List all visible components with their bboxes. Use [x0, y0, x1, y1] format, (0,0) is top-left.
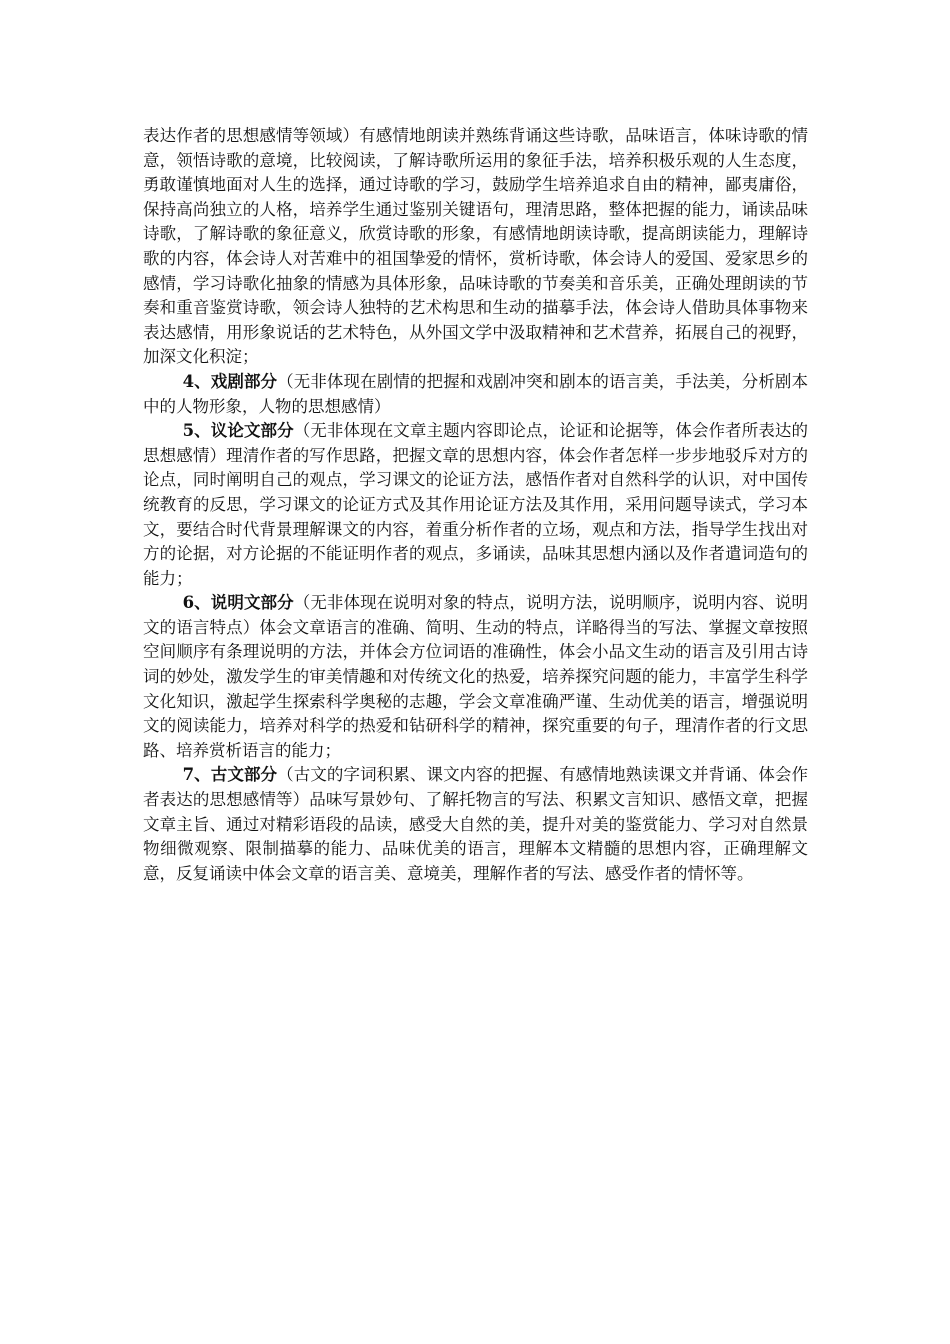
section-body: （无非体现在剧情的把握和戏剧冲突和剧本的语言美，手法美，分析剧本中的人物形象，人物的思想感情）: [143, 371, 809, 416]
section-body: （无非体现在说明对象的特点，说明方法，说明顺序，说明内容、说明文的语言特点）体会文章语言的准确、简明、生动的特点，详略得当的写法、掌握文章按照空间顺序有条理说明的方法，并体会方位词语的准确性，体会小品文生动的语言及引用古诗词的妙处，激发学生的审美情趣和对传统文化的热爱，培养探究问题的能力，丰富学生科学文化知识，激起学生探索科学奥秘的志趣，学会文章准确严谨、生动优美的语言，增强说明文的阅读能力，培养对科学的热爱和钻研科学的精神，探究重要的句子，理清作者的行文思路、培养赏析语言的能力；: [143, 593, 809, 760]
section-expository: [143, 591, 808, 763]
section-classical: [143, 763, 808, 886]
intro-paragraph: [143, 124, 808, 370]
section-body: （无非体现在文章主题内容即论点，论证和论据等，体会作者所表达的思想感情）理清作者的写作思路，把握文章的思想内容，体会作者怎样一步步地驳斥对方的论点，同时阐明自己的观点，学习课文的论证方法，感悟作者对自然科学的认识，对中国传统教育的反思，学习课文的论证方式及其作用论证方法及其作用，采用问题导读式，学习本文，要结合时代背景理解课文的内容，着重分析作者的立场，观点和方法，指导学生找出对方的论据，对方论据的不能证明作者的观点，多诵读，品味其思想内涵以及作者遣词造句的能力；: [143, 421, 809, 588]
intro-text: 表达作者的思想感情等领域）有感情地朗读并熟练背诵这些诗歌，品味语言，体味诗歌的情意，领悟诗歌的意境，比较阅读，了解诗歌所运用的象征手法，培养积极乐观的人生态度，勇敢谨慎地面对人生的选择，通过诗歌的学习，鼓励学生培养追求自由的精神，鄙夷庸俗，保持高尚独立的人格，培养学生通过鉴别关键语句，理清思路，整体把握的能力，诵读品味诗歌，了解诗歌的象征意义，欣赏诗歌的形象，有感情地朗读诗歌，提高朗读能力，理解诗歌的内容，体会诗人对苦难中的祖国挚爱的情怀，赏析诗歌，体会诗人的爱国、爱家思乡的感情，学习诗歌化抽象的情感为具体形象，品味诗歌的节奏美和音乐美，正确处理朗读的节奏和重音鉴赏诗歌，领会诗人独特的艺术构思和生动的描摹手法，体会诗人借助具体事物来表达感情，用形象说话的艺术特色，从外国文学中汲取精神和艺术营养，拓展自己的视野，加深文化积淀；: [143, 126, 808, 367]
section-heading: 6、说明文部分: [182, 593, 294, 613]
section-body: （古文的字词积累、课文内容的把握、有感情地熟读课文并背诵、体会作者表达的思想感情等）品味写景妙句、了解托物言的写法、积累文言知识、感悟文章，把握文章主旨、通过对精彩语段的品读，感受大自然的美，提升对美的鉴赏能力、学习对自然景物细微观察、限制描摹的能力、品味优美的语言，理解本文精髓的思想内容，正确理解文意，反复诵读中体会文章的语言美、意境美，理解作者的写法、感受作者的情怀等。: [143, 765, 809, 883]
document-body: [143, 124, 808, 886]
section-heading: 7、古文部分: [182, 765, 278, 785]
section-heading: 5、议论文部分: [182, 421, 294, 441]
section-argumentative: [143, 419, 808, 591]
section-drama: [143, 370, 808, 419]
section-heading: 4、戏剧部分: [182, 371, 278, 391]
